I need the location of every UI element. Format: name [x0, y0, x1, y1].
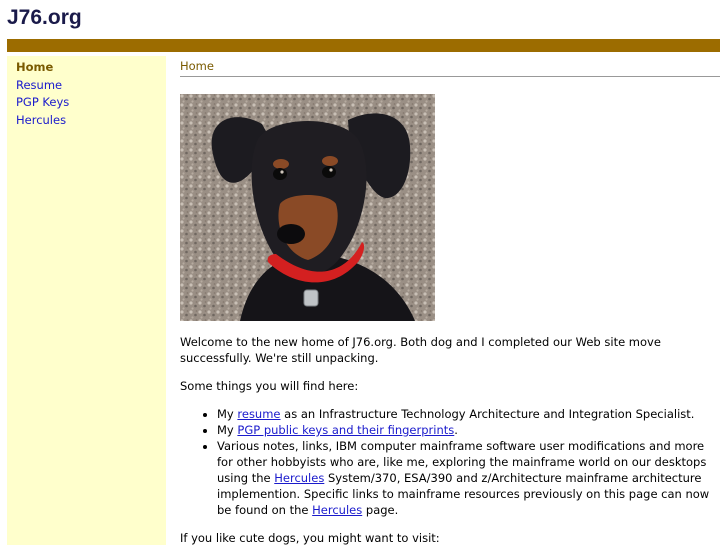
- breadcrumb: Home: [180, 56, 720, 77]
- list-item: • My PGP public keys and their fingerprints.: [217, 422, 720, 438]
- site-title: J76.org: [7, 6, 82, 29]
- header-bar: [7, 39, 720, 52]
- list-item: • My resume as an Infrastructure Technology Architecture and Integration Specialist.: [217, 406, 720, 422]
- list-item: • Various notes, links, IBM computer mainframe software user modifications and more for other hobbyists who are, like me, exploring the mainframe world on our desktops using the Hercules System/370, ESA/390 and z/Architecture mainframe architecture implemention. Specific links to mainframe resources previously on this page can now be found on the Hercules page.: [217, 438, 720, 518]
- welcome-text: Welcome to the new home of J76.org. Both dog and I completed our Web site move successfully. We're still unpacking.: [180, 335, 661, 365]
- dachshund-image: [180, 94, 435, 321]
- nav-item-home[interactable]: Home: [16, 60, 54, 74]
- things-list: [180, 406, 720, 518]
- resume-link[interactable]: resume: [237, 407, 281, 421]
- dog-photo: [180, 94, 435, 321]
- nav-item-hercules[interactable]: Hercules: [16, 112, 67, 127]
- hercules-page-link[interactable]: Hercules: [312, 503, 363, 517]
- main-content: [180, 56, 720, 546]
- dogs-intro: If you like cute dogs, you might want to visit:: [180, 531, 440, 545]
- things-intro: Some things you will find here:: [180, 379, 359, 393]
- hercules-link[interactable]: Hercules: [274, 471, 325, 485]
- nav-item-pgp-keys[interactable]: PGP Keys: [16, 95, 70, 109]
- pgp-keys-link[interactable]: PGP public keys and their fingerprints: [237, 423, 455, 437]
- nav-item-resume[interactable]: Resume: [16, 77, 63, 92]
- sidebar: [7, 56, 166, 545]
